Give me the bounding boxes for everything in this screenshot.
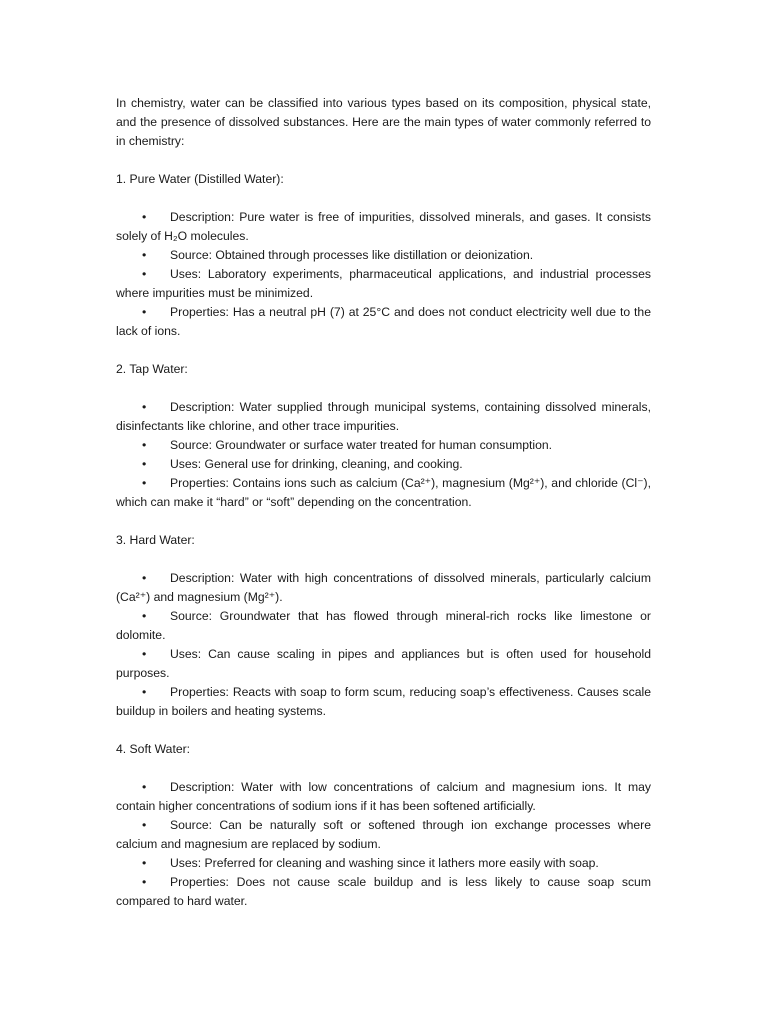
list-item-text: Uses: Preferred for cleaning and washing since it lathers more easily with soap. [170, 856, 599, 870]
list-item [116, 683, 651, 721]
list-item-text: Description: Water with high concentrations of dissolved minerals, particularly calcium (Ca²⁺) and magnesium (Mg²⁺). [116, 571, 651, 604]
bullet-icon: • [142, 647, 147, 661]
list-item [116, 645, 651, 683]
spacer [116, 512, 651, 531]
bullet-icon: • [142, 856, 147, 870]
bullet-icon: • [142, 685, 147, 699]
list-item-text: Uses: Can cause scaling in pipes and appliances but is often used for household purposes. [116, 647, 651, 680]
spacer [116, 379, 651, 398]
list-item [116, 398, 651, 436]
bullet-icon: • [142, 780, 147, 794]
bullet-icon: • [142, 818, 147, 832]
bullet-icon: • [142, 305, 147, 319]
list-item [116, 265, 651, 303]
section-heading-pure-water: 1. Pure Water (Distilled Water): [116, 172, 284, 186]
list-item-text: Properties: Does not cause scale buildup and is less likely to cause soap scum compared to hard water. [116, 875, 651, 908]
list-item-text: Properties: Contains ions such as calcium (Ca²⁺), magnesium (Mg²⁺), and chloride (Cl⁻), which can make it “hard” or “soft” depending on the concentration. [116, 476, 651, 509]
list-item [116, 208, 651, 246]
bullet-icon: • [142, 457, 147, 471]
list-item [116, 854, 651, 873]
bullet-icon: • [142, 400, 147, 414]
bullet-icon: • [142, 267, 147, 281]
bullet-icon: • [142, 476, 147, 490]
list-item [116, 436, 651, 455]
list-item [116, 474, 651, 512]
list-item [116, 607, 651, 645]
list-item-text: Source: Can be naturally soft or softened through ion exchange processes where calcium and magnesium are replaced by sodium. [116, 818, 651, 851]
spacer [116, 189, 651, 208]
spacer [116, 341, 651, 360]
list-item-text: Source: Groundwater that has flowed through mineral-rich rocks like limestone or dolomite. [116, 609, 651, 642]
list-item [116, 873, 651, 911]
list-item [116, 778, 651, 816]
list-item [116, 303, 651, 341]
list-item-text: Description: Water with low concentrations of calcium and magnesium ions. It may contain higher concentrations of sodium ions if it has been softened artificially. [116, 780, 651, 813]
bullet-icon: • [142, 210, 147, 224]
list-item-text: Description: Water supplied through municipal systems, containing dissolved minerals, disinfectants like chlorine, and other trace impurities. [116, 400, 651, 433]
list-item [116, 569, 651, 607]
bullet-icon: • [142, 875, 147, 889]
bullet-icon: • [142, 248, 147, 262]
bullet-icon: • [142, 609, 147, 623]
section-heading-soft-water: 4. Soft Water: [116, 742, 191, 756]
spacer [116, 759, 651, 778]
list-item-text: Source: Groundwater or surface water treated for human consumption. [170, 438, 553, 452]
list-item-text: Description: Pure water is free of impurities, dissolved minerals, and gases. It consists solely of H₂O molecules. [116, 210, 651, 243]
list-item-text: Properties: Has a neutral pH (7) at 25°C and does not conduct electricity well due to the lack of ions. [116, 305, 651, 338]
section-heading-hard-water: 3. Hard Water: [116, 533, 195, 547]
list-item-text: Uses: General use for drinking, cleaning, and cooking. [170, 457, 463, 471]
section-heading-tap-water: 2. Tap Water: [116, 362, 188, 376]
list-item-text: Source: Obtained through processes like distillation or deionization. [170, 248, 534, 262]
intro-paragraph: In chemistry, water can be classified into various types based on its composition, physical state, and the presence of dissolved substances. Here are the main types of water commonly referred to in chemistry: [116, 96, 651, 148]
list-item-text: Uses: Laboratory experiments, pharmaceutical applications, and industrial processes where impurities must be minimized. [116, 267, 651, 300]
spacer [116, 151, 651, 170]
list-item [116, 455, 651, 474]
spacer [116, 721, 651, 740]
spacer [116, 550, 651, 569]
bullet-icon: • [142, 438, 147, 452]
document-page [116, 94, 651, 911]
bullet-icon: • [142, 571, 147, 585]
list-item [116, 246, 651, 265]
list-item [116, 816, 651, 854]
list-item-text: Properties: Reacts with soap to form scum, reducing soap’s effectiveness. Causes scale buildup in boilers and heating systems. [116, 685, 651, 718]
